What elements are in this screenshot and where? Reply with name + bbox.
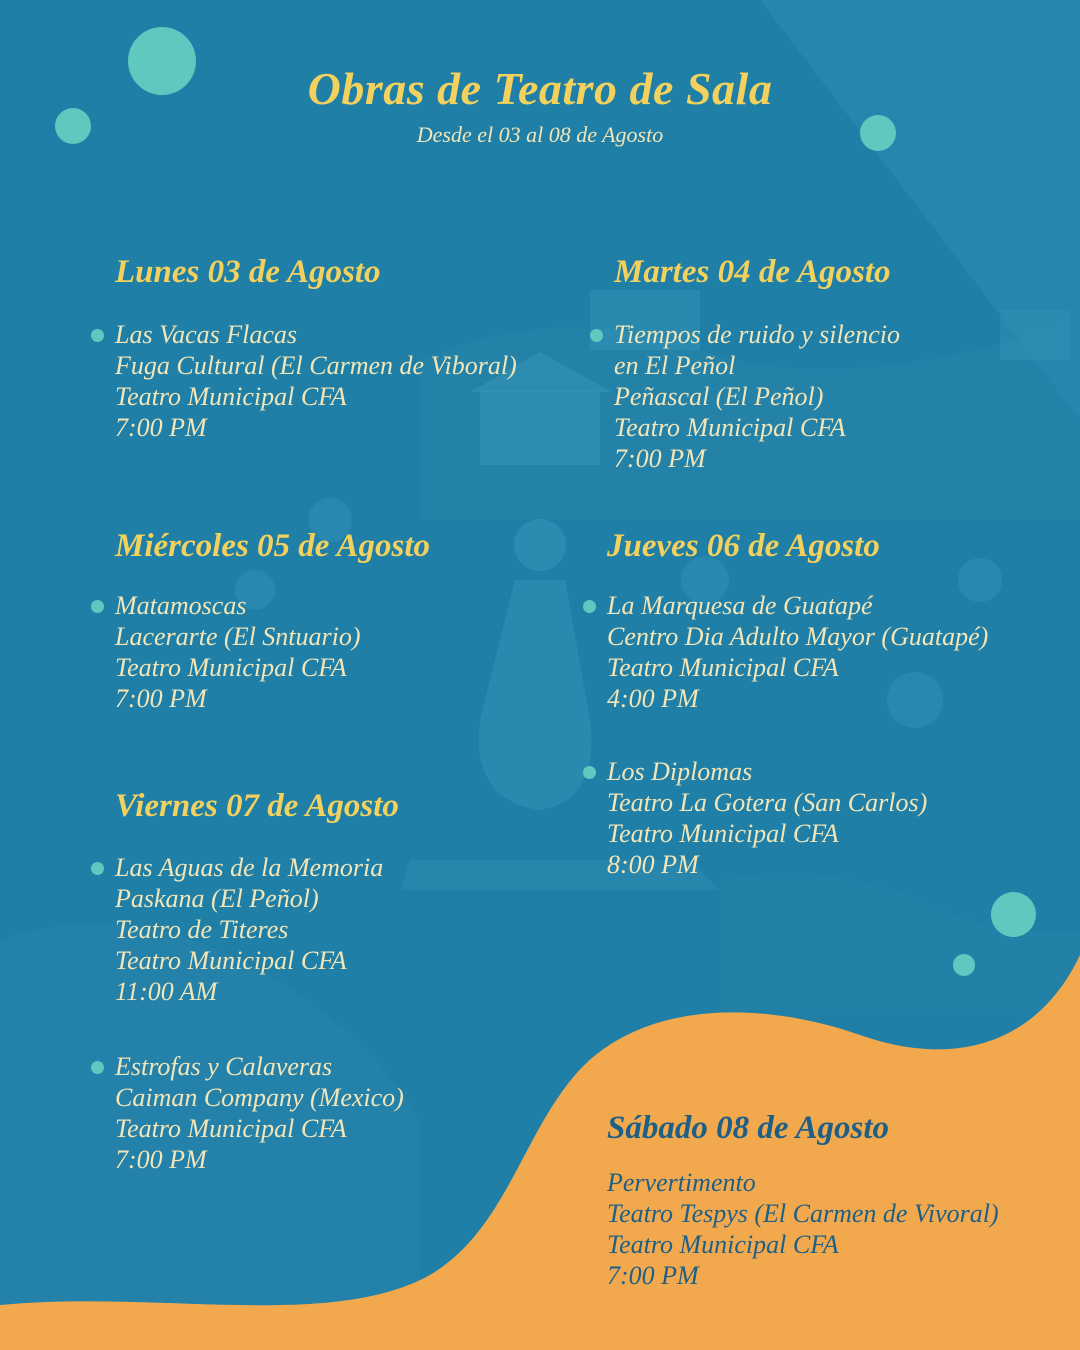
event-venue: Teatro Municipal CFA [607,819,839,848]
bullet-icon [91,1061,104,1074]
day-heading: Lunes 03 de Agosto [115,254,381,290]
event-item [614,319,900,474]
page-subtitle: Desde el 03 al 08 de Agosto [416,122,664,147]
event-title: La Marquesa de Guatapé [607,591,873,620]
event-item [607,590,988,714]
event-venue: Teatro Municipal CFA [115,946,347,975]
event-title: Pervertimento [607,1168,756,1197]
event-title: Los Diplomas [607,757,753,786]
event-time: 11:00 AM [115,977,218,1006]
event-item [115,319,517,443]
foliage-shape [720,873,1080,1010]
event-venue: Teatro Municipal CFA [607,1230,839,1259]
day-heading: Martes 04 de Agosto [614,254,891,290]
event-title: Las Aguas de la Memoria [115,853,384,882]
event-title: Matamoscas [115,591,247,620]
event-item [607,756,988,880]
house-shape [1000,310,1070,360]
bullet-icon [91,600,104,613]
event-time: 7:00 PM [115,684,207,713]
event-company: Teatro Tespys (El Carmen de Vivoral) [607,1199,999,1228]
event-venue: Teatro de Titeres [115,915,289,944]
event-venue: Teatro Municipal CFA [115,653,347,682]
day-heading: Sábado 08 de Agosto [607,1110,890,1146]
event-venue: Teatro Municipal CFA [607,653,839,682]
event-company: Caiman Company (Mexico) [115,1083,404,1112]
event-venue: Teatro Municipal CFA [115,382,347,411]
event-venue: Teatro Municipal CFA [614,413,846,442]
event-item [115,590,430,714]
event-time: 7:00 PM [115,413,207,442]
bullet-icon [91,329,104,342]
event-company: Paskana (El Peñol) [115,884,319,913]
day-heading: Jueves 06 de Agosto [607,528,880,564]
event-time: 7:00 PM [607,1261,699,1290]
day-block-miercoles [115,528,430,714]
event-company: Teatro La Gotera (San Carlos) [607,788,928,817]
event-venue: Teatro Municipal CFA [115,1114,347,1143]
event-time: 4:00 PM [607,684,699,713]
decorative-dot [991,892,1036,937]
dancer-dress-shape [479,580,592,810]
day-block-jueves [607,528,988,880]
event-title: Estrofas y Calaveras [115,1052,333,1081]
event-company: Lacerarte (El Sntuario) [115,622,361,651]
event-item [607,1167,999,1291]
day-block-viernes [115,788,404,1175]
event-time: 7:00 PM [614,444,706,473]
event-item [115,1051,404,1175]
day-block-sabado [607,1110,999,1291]
event-title: en El Peñol [614,351,736,380]
event-title: Las Vacas Flacas [115,320,297,349]
day-heading: Miércoles 05 de Agosto [115,528,430,564]
page-title: Obras de Teatro de Sala [307,63,773,114]
event-company: Centro Dia Adulto Mayor (Guatapé) [607,622,989,651]
bullet-icon [91,862,104,875]
decorative-dot [953,954,975,976]
event-company: Fuga Cultural (El Carmen de Viboral) [115,351,517,380]
day-block-lunes [115,254,517,443]
dancer-head-shape [514,519,566,571]
event-time: 7:00 PM [115,1145,207,1174]
day-block-martes [614,254,900,474]
bullet-icon [583,766,596,779]
event-title: Tiempos de ruido y silencio [614,320,900,349]
bullet-icon [583,600,596,613]
event-time: 8:00 PM [607,850,699,879]
event-item [115,852,404,1007]
bullet-icon [590,329,603,342]
event-company: Peñascal (El Peñol) [614,382,824,411]
day-heading: Viernes 07 de Agosto [115,788,399,824]
